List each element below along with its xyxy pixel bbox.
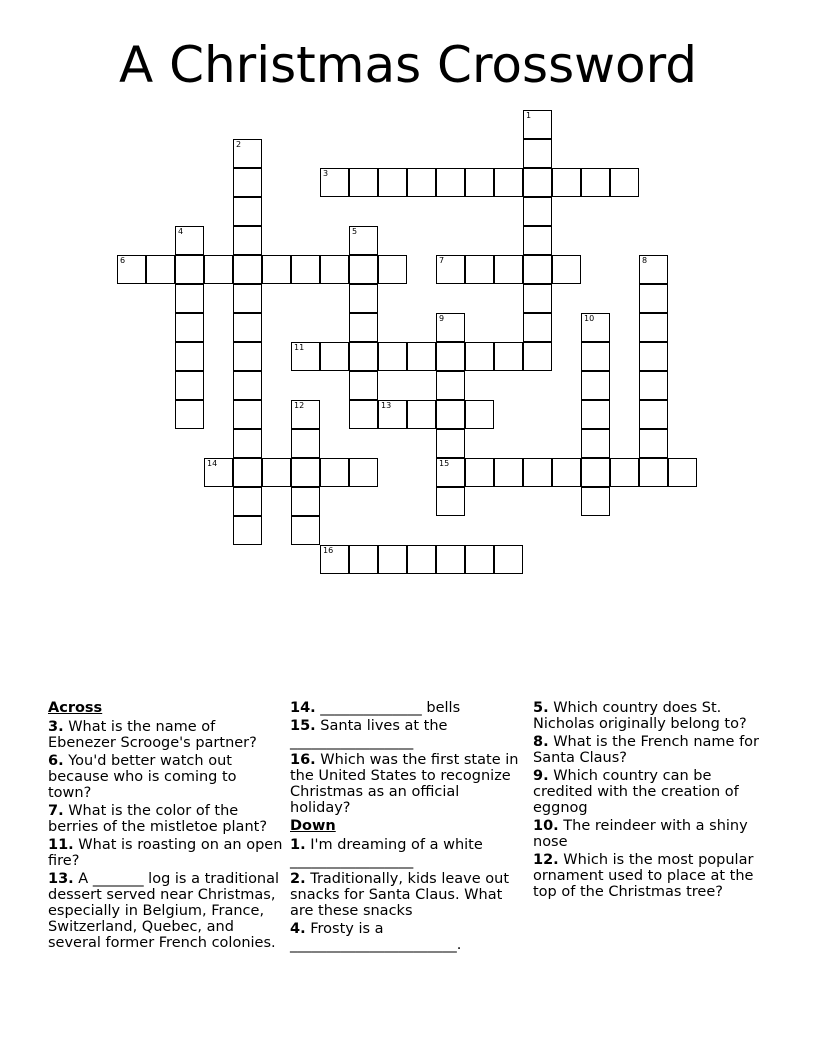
grid-cell[interactable] bbox=[436, 371, 465, 400]
grid-cell[interactable] bbox=[320, 168, 349, 197]
grid-cell[interactable] bbox=[581, 342, 610, 371]
grid-cell[interactable] bbox=[552, 255, 581, 284]
grid-cell[interactable] bbox=[465, 168, 494, 197]
grid-cell[interactable] bbox=[639, 284, 668, 313]
grid-cell[interactable] bbox=[320, 458, 349, 487]
grid-cell[interactable] bbox=[436, 458, 465, 487]
clue-down-1: 1. I'm dreaming of a white _________________ bbox=[290, 837, 483, 869]
grid-cell[interactable] bbox=[175, 342, 204, 371]
grid-cell[interactable] bbox=[233, 342, 262, 371]
grid-cell[interactable] bbox=[523, 197, 552, 226]
grid-cell[interactable] bbox=[494, 458, 523, 487]
grid-cell[interactable] bbox=[175, 400, 204, 429]
grid-cell[interactable] bbox=[175, 313, 204, 342]
cell-number: 11 bbox=[294, 343, 305, 352]
grid-cell[interactable] bbox=[639, 342, 668, 371]
grid-cell[interactable] bbox=[581, 168, 610, 197]
grid-cell[interactable] bbox=[320, 342, 349, 371]
grid-cell[interactable] bbox=[175, 284, 204, 313]
grid-cell[interactable] bbox=[146, 255, 175, 284]
grid-cell[interactable] bbox=[349, 400, 378, 429]
cell-number: 8 bbox=[642, 256, 648, 265]
grid-cell[interactable] bbox=[204, 255, 233, 284]
grid-cell[interactable] bbox=[349, 255, 378, 284]
clue-down-2: 2. Traditionally, kids leave out snacks for Santa Claus. What are these snacks bbox=[290, 871, 510, 919]
grid-cell[interactable] bbox=[204, 458, 233, 487]
grid-cell[interactable] bbox=[262, 255, 291, 284]
grid-cell[interactable] bbox=[233, 139, 262, 168]
grid-cell[interactable] bbox=[523, 110, 552, 139]
grid-cell[interactable] bbox=[233, 255, 262, 284]
grid-cell[interactable] bbox=[494, 545, 523, 574]
grid-cell[interactable] bbox=[378, 342, 407, 371]
grid-cell[interactable] bbox=[581, 400, 610, 429]
grid-cell[interactable] bbox=[233, 313, 262, 342]
grid-cell[interactable] bbox=[639, 371, 668, 400]
grid-cell[interactable] bbox=[175, 226, 204, 255]
page-title: A Christmas Crossword bbox=[118, 36, 698, 94]
grid-cell[interactable] bbox=[436, 342, 465, 371]
grid-cell[interactable] bbox=[320, 545, 349, 574]
grid-cell[interactable] bbox=[378, 545, 407, 574]
clues-column-1 bbox=[48, 700, 284, 953]
cell-number: 9 bbox=[439, 314, 445, 323]
grid-cell[interactable] bbox=[523, 284, 552, 313]
grid-cell[interactable] bbox=[233, 516, 262, 545]
cell-number: 16 bbox=[323, 546, 334, 555]
grid-cell[interactable] bbox=[233, 197, 262, 226]
cell-number: 14 bbox=[207, 459, 218, 468]
cell-number: 13 bbox=[381, 401, 392, 410]
grid-cell[interactable] bbox=[523, 342, 552, 371]
grid-cell[interactable] bbox=[581, 429, 610, 458]
clue-across-15: 15. Santa lives at the _________________ bbox=[290, 718, 448, 750]
grid-cell[interactable] bbox=[291, 458, 320, 487]
cell-number: 12 bbox=[294, 401, 305, 410]
grid-cell[interactable] bbox=[175, 255, 204, 284]
grid-cell[interactable] bbox=[291, 255, 320, 284]
grid-cell[interactable] bbox=[291, 342, 320, 371]
grid-cell[interactable] bbox=[668, 458, 697, 487]
grid-cell[interactable] bbox=[233, 168, 262, 197]
clue-down-5: 5. Which country does St. Nicholas originally belong to? bbox=[533, 700, 747, 732]
grid-cell[interactable] bbox=[581, 313, 610, 342]
grid-cell[interactable] bbox=[436, 545, 465, 574]
grid-cell[interactable] bbox=[436, 168, 465, 197]
grid-cell[interactable] bbox=[494, 342, 523, 371]
clues-column-3 bbox=[533, 700, 769, 902]
grid-cell[interactable] bbox=[610, 458, 639, 487]
grid-cell[interactable] bbox=[639, 458, 668, 487]
grid-cell[interactable] bbox=[117, 255, 146, 284]
clue-across-16: 16. Which was the first state in the United States to recognize Christmas as an official holiday? bbox=[290, 752, 519, 816]
grid-cell[interactable] bbox=[523, 255, 552, 284]
grid-cell[interactable] bbox=[552, 168, 581, 197]
grid-cell[interactable] bbox=[523, 168, 552, 197]
grid-cell[interactable] bbox=[291, 516, 320, 545]
grid-cell[interactable] bbox=[494, 255, 523, 284]
grid-cell[interactable] bbox=[610, 168, 639, 197]
grid-cell[interactable] bbox=[436, 313, 465, 342]
grid-cell[interactable] bbox=[262, 458, 291, 487]
grid-cell[interactable] bbox=[581, 487, 610, 516]
grid-cell[interactable] bbox=[349, 284, 378, 313]
clues-column-2 bbox=[290, 700, 520, 955]
clue-down-8: 8. What is the French name for Santa Claus? bbox=[533, 734, 760, 766]
cell-number: 3 bbox=[323, 169, 329, 178]
grid-cell[interactable] bbox=[349, 342, 378, 371]
clue-across-3: 3. What is the name of Ebenezer Scrooge's partner? bbox=[48, 719, 257, 751]
grid-cell[interactable] bbox=[639, 429, 668, 458]
grid-cell[interactable] bbox=[639, 313, 668, 342]
grid-cell[interactable] bbox=[407, 342, 436, 371]
cell-number: 2 bbox=[236, 140, 242, 149]
grid-cell[interactable] bbox=[320, 255, 349, 284]
clue-across-14: 14. ______________ bells bbox=[290, 700, 461, 716]
grid-cell[interactable] bbox=[552, 458, 581, 487]
clue-down-10: 10. The reindeer with a shiny nose bbox=[533, 818, 748, 850]
clue-across-13: 13. A _______ log is a traditional dessert served near Christmas, especially in Belgium, France, Switzerland, Quebec, and several former French colonies. bbox=[48, 871, 280, 951]
grid-cell[interactable] bbox=[523, 139, 552, 168]
grid-cell[interactable] bbox=[581, 371, 610, 400]
cell-number: 1 bbox=[526, 111, 532, 120]
cell-number: 15 bbox=[439, 459, 450, 468]
grid-cell[interactable] bbox=[233, 284, 262, 313]
grid-cell[interactable] bbox=[291, 429, 320, 458]
grid-cell[interactable] bbox=[436, 429, 465, 458]
grid-cell[interactable] bbox=[349, 313, 378, 342]
grid-cell[interactable] bbox=[233, 458, 262, 487]
grid-cell[interactable] bbox=[465, 400, 494, 429]
grid-cell[interactable] bbox=[291, 487, 320, 516]
grid-cell[interactable] bbox=[233, 487, 262, 516]
grid-cell[interactable] bbox=[407, 168, 436, 197]
clue-across-11: 11. What is roasting on an open fire? bbox=[48, 837, 283, 869]
cell-number: 6 bbox=[120, 256, 126, 265]
grid-cell[interactable] bbox=[465, 255, 494, 284]
grid-cell[interactable] bbox=[233, 371, 262, 400]
clue-down-4: 4. Frosty is a _______________________. bbox=[290, 921, 462, 953]
grid-cell[interactable] bbox=[465, 545, 494, 574]
grid-cell[interactable] bbox=[465, 342, 494, 371]
grid-cell[interactable] bbox=[523, 226, 552, 255]
grid-cell[interactable] bbox=[233, 400, 262, 429]
grid-cell[interactable] bbox=[407, 400, 436, 429]
grid-cell[interactable] bbox=[523, 313, 552, 342]
grid-cell[interactable] bbox=[378, 400, 407, 429]
cell-number: 7 bbox=[439, 256, 445, 265]
grid-cell[interactable] bbox=[349, 545, 378, 574]
grid-cell[interactable] bbox=[581, 458, 610, 487]
grid-cell[interactable] bbox=[436, 255, 465, 284]
cell-number: 5 bbox=[352, 227, 358, 236]
grid-cell[interactable] bbox=[349, 371, 378, 400]
grid-cell[interactable] bbox=[407, 545, 436, 574]
grid-cell[interactable] bbox=[639, 255, 668, 284]
clue-down-9: 9. Which country can be credited with the creation of eggnog bbox=[533, 768, 739, 816]
grid-cell[interactable] bbox=[465, 458, 494, 487]
across-heading: Across bbox=[48, 700, 103, 716]
grid-cell[interactable] bbox=[639, 400, 668, 429]
grid-cell[interactable] bbox=[349, 226, 378, 255]
grid-cell[interactable] bbox=[436, 400, 465, 429]
grid-cell[interactable] bbox=[349, 168, 378, 197]
grid-cell[interactable] bbox=[175, 371, 204, 400]
clue-down-12: 12. Which is the most popular ornament used to place at the top of the Christmas tree? bbox=[533, 852, 754, 900]
cell-number: 4 bbox=[178, 227, 184, 236]
cell-number: 10 bbox=[584, 314, 595, 323]
grid-cell[interactable] bbox=[378, 255, 407, 284]
grid-cell[interactable] bbox=[494, 168, 523, 197]
clue-across-7: 7. What is the color of the berries of the mistletoe plant? bbox=[48, 803, 268, 835]
grid-cell[interactable] bbox=[233, 429, 262, 458]
grid-cell[interactable] bbox=[349, 458, 378, 487]
grid-cell[interactable] bbox=[291, 400, 320, 429]
grid-cell[interactable] bbox=[523, 458, 552, 487]
clue-across-6: 6. You'd better watch out because who is coming to town? bbox=[48, 753, 237, 801]
grid-cell[interactable] bbox=[233, 226, 262, 255]
grid-cell[interactable] bbox=[378, 168, 407, 197]
grid-cell[interactable] bbox=[436, 487, 465, 516]
down-heading: Down bbox=[290, 818, 336, 834]
